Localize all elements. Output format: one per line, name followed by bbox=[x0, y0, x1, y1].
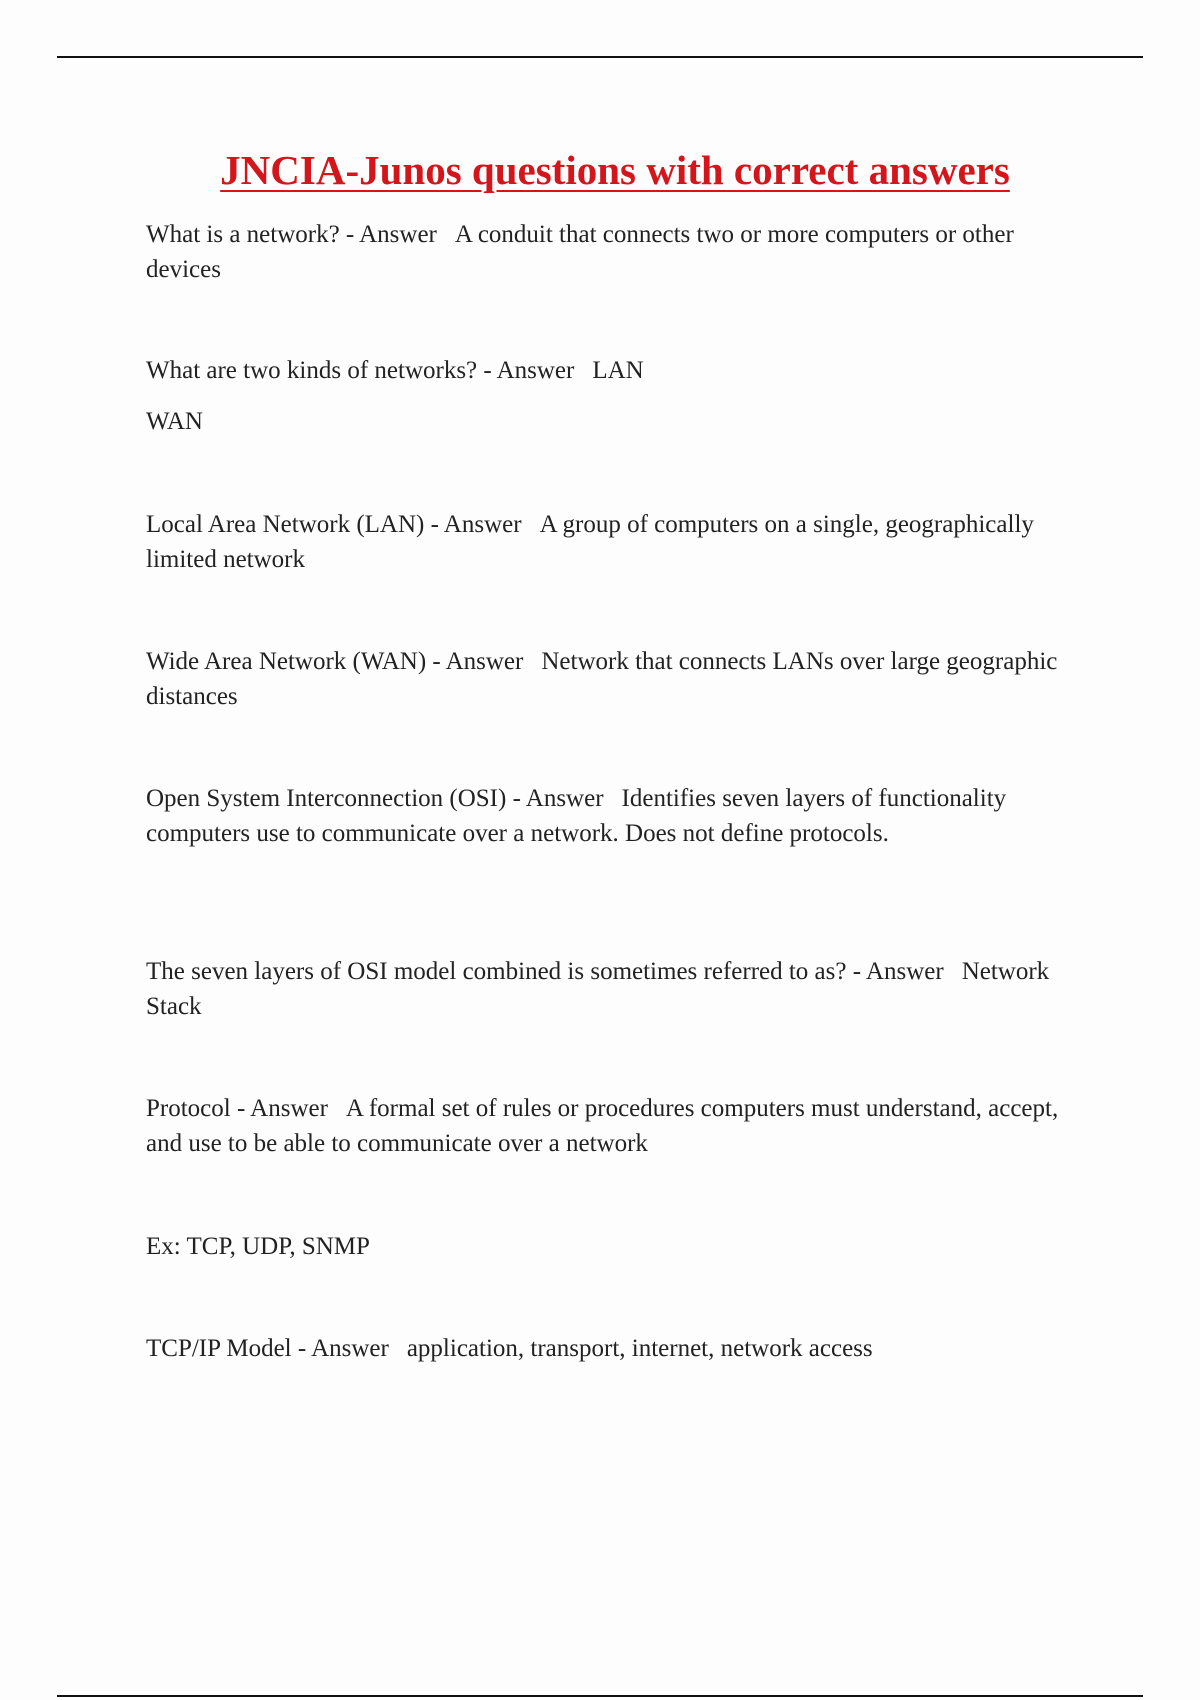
answer-text: Network Stack bbox=[146, 958, 1050, 1020]
qa-item-wan bbox=[146, 644, 1076, 714]
answer-text: LAN bbox=[592, 357, 644, 384]
answer-text: Network that connects LANs over large geographic distances bbox=[146, 648, 1058, 710]
top-rule bbox=[57, 56, 1143, 58]
qa-item-protocol bbox=[146, 1091, 1076, 1161]
question-text: Open System Interconnection (OSI) - Answer bbox=[146, 785, 604, 812]
question-text: What are two kinds of networks? - Answer bbox=[146, 357, 575, 384]
question-text: Wide Area Network (WAN) - Answer bbox=[146, 648, 524, 675]
qa-item-tcp-ip-model bbox=[146, 1331, 1076, 1366]
qa-item-lan bbox=[146, 507, 1076, 577]
question-text: The seven layers of OSI model combined is sometimes referred to as? - Answer bbox=[146, 958, 944, 985]
qa-item-network-stack bbox=[146, 954, 1076, 1024]
answer-text: Identifies seven layers of functionality computers use to communicate over a network. Does not define protocols. bbox=[146, 785, 1007, 847]
bottom-rule bbox=[57, 1695, 1143, 1697]
protocol-examples: Ex: TCP, UDP, SNMP bbox=[146, 1233, 370, 1260]
answer-text: application, transport, internet, network access bbox=[406, 1335, 873, 1362]
question-text: What is a network? - Answer bbox=[146, 221, 437, 248]
qa-item-network bbox=[146, 217, 1076, 287]
answer-text: A group of computers on a single, geographically limited network bbox=[146, 511, 1034, 573]
answer-text: A conduit that connects two or more computers or other devices bbox=[146, 221, 1014, 283]
question-text: Local Area Network (LAN) - Answer bbox=[146, 511, 522, 538]
question-text: Protocol - Answer bbox=[146, 1095, 328, 1122]
question-text: TCP/IP Model - Answer bbox=[146, 1335, 389, 1362]
document-title: JNCIA-Junos questions with correct answers bbox=[220, 147, 1010, 193]
qa-item-osi bbox=[146, 781, 1076, 851]
qa-item-kinds-of-networks bbox=[146, 353, 1076, 388]
answer-continuation-wan: WAN bbox=[146, 408, 203, 435]
answer-text: A formal set of rules or procedures computers must understand, accept, and use to be able to communicate over a network bbox=[146, 1095, 1059, 1157]
